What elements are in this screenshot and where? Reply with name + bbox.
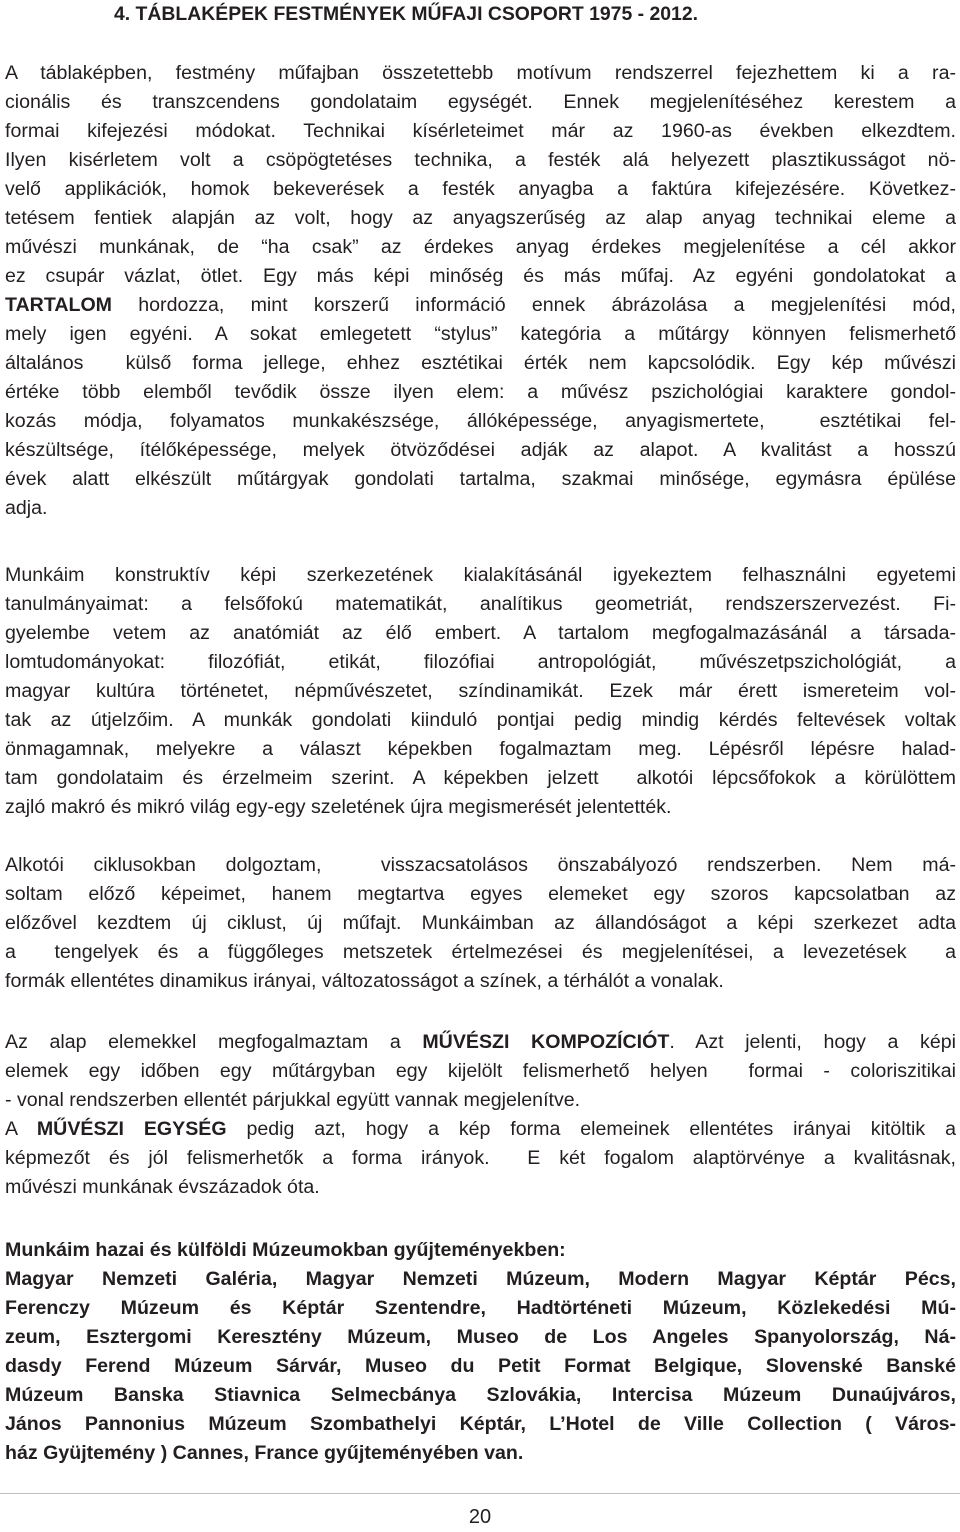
text-line: gyelembe vetem az anatómiát az élő embert. A tartalom megfogalmazásánál a társada- [5, 622, 956, 644]
emphasis-muveszi-kompozicio: MŰVÉSZI KOMPOZÍCIÓT [422, 1031, 670, 1053]
text-line: Magyar Nemzeti Galéria, Magyar Nemzeti Múzeum, Modern Magyar Képtár Pécs, [5, 1268, 956, 1290]
text-line: adja. [5, 497, 48, 519]
text-line: soltam előző képeimet, hanem megtartva egyes elemeket egy szoros kapcsolatban az [5, 883, 956, 905]
text-line: János Pannonius Múzeum Szombathelyi Képtár, L’Hotel de Ville Collection ( Város- [5, 1413, 956, 1435]
footer-divider [0, 1493, 960, 1494]
text-line: formai kifejezési módokat. Technikai kísérleteimet már az 1960-as években elkezdtem. [5, 120, 956, 142]
text-line: ez csupár vázlat, ötlet. Egy más képi minőség és más műfaj. Az egyéni gondolatokat a [5, 265, 956, 287]
page-number: 20 [468, 1506, 492, 1528]
text-line: Az alap elemekkel megfogalmaztam a MŰVÉSZI KOMPOZÍCIÓT. Azt jelenti, hogy a képi [5, 1031, 957, 1053]
text-line: képmezőt és jól felismerhetők a forma irányok. E két fogalom alaptörvénye a kvalitásnak, [5, 1147, 956, 1169]
text-line: Ilyen kisérletem volt a csöpögtetéses technika, a festék alá helyezett plasztikusságot nö- [5, 149, 956, 171]
text-line: készültsége, ítélőképessége, melyek ötvöződései adják az alapot. A kvalitást a hosszú [5, 439, 956, 461]
text-line: - vonal rendszerben ellentét párjukkal együtt vannak megjelenítve. [5, 1089, 581, 1111]
text-line: A MŰVÉSZI EGYSÉG pedig azt, hogy a kép forma elemeinek ellentétes irányai kitöltik a [5, 1118, 956, 1140]
text-line: Múzeum Banska Stiavnica Selmecbánya Szlovákia, Intercisa Múzeum Dunaújváros, [5, 1384, 956, 1406]
text-line: tak az útjelzőim. A munkák gondolati kiinduló pontjai pedig mindig kérdés feltevések voltak [5, 709, 956, 731]
text-line: mely igen egyéni. A sokat emlegetett “stylus” kategória a műtárgy könnyen felismerhető [5, 323, 956, 345]
text-line: zeum, Esztergomi Keresztény Múzeum, Museo de Los Angeles Spanyolország, Ná- [5, 1326, 956, 1348]
paragraph-composition [5, 1028, 956, 1202]
text-line: Ferenczy Múzeum és Képtár Szentendre, Hadtörténeti Múzeum, Közlekedési Mú- [5, 1297, 956, 1319]
text-line: tetésem fentiek alapján az volt, hogy az anyagszerűség az alap anyag technikai eleme a [5, 207, 956, 229]
text-line: ház Gyüjtemény ) Cannes, France gyűjteményében van. [5, 1442, 524, 1464]
text-line: évek alatt elkészült műtárgyak gondolati tartalma, szakmai minősége, egymásra épülése [5, 468, 956, 490]
text-line: Munkáim konstruktív képi szerkezetének kialakításánál igyekeztem felhasználni egyetemi [5, 564, 956, 586]
text-line: dasdy Ferend Múzeum Sárvár, Museo du Petit Format Belgique, Slovenské Banské [5, 1355, 956, 1377]
text-line: velő applikációk, homok bekeverések a festék anyagba a faktúra kifejezésére. Következ- [5, 178, 956, 200]
text-line: elemek egy időben egy műtárgyban egy kijelölt felismerhető helyen formai - coloriszitikai [5, 1060, 956, 1082]
section-title: 4. TÁBLAKÉPEK FESTMÉNYEK MŰFAJI CSOPORT 1975 - 2012. [114, 3, 699, 25]
text-line: Alkotói ciklusokban dolgoztam, visszacsatolásos önszabályozó rendszerben. Nem má- [5, 854, 956, 876]
text-line: a tengelyek és a függőleges metszetek értelmezései és megjelenítései, a levezetések a [5, 941, 956, 963]
text-line: művészi munkának, de “ha csak” az érdekes anyag érdekes megjelenítése a cél akkor [5, 236, 956, 258]
text-line: cionális és transzcendens gondolataim egységét. Ennek megjelenítéséhez kerestem a [5, 91, 956, 113]
emphasis-tartalom: TARTALOM [5, 294, 113, 316]
text-line: értéke több elemből tevődik össze ilyen elem: a művész pszichológiai karaktere gondol- [5, 381, 956, 403]
text-line: formák ellentétes dinamikus irányai, változatosságot a színek, a térhálót a vonalak. [5, 970, 724, 992]
text-line: tam gondolataim és érzelmeim szerint. A képekben jelzett alkotói lépcsőfokok a körülöttem [5, 767, 956, 789]
text-line: önmagamnak, melyekre a választ képekben fogalmaztam meg. Lépésről lépésre halad- [5, 738, 956, 760]
text-line: zajló makró és mikró világ egy-egy szeletének újra megismerését jelentették. [5, 796, 672, 818]
paragraph-cycles [5, 851, 956, 996]
text-line: TARTALOM hordozza, mint korszerű információ ennek ábrázolása a megjelenítési mód, [5, 294, 956, 316]
emphasis-muveszi-egyseg: MŰVÉSZI EGYSÉG [36, 1118, 227, 1140]
text-line: előzővel kezdtem új ciklust, új műfajt. Munkáimban az állandóságot a képi szerkezet adta [5, 912, 956, 934]
paragraph-museum-collections [5, 1236, 956, 1468]
text-line: A táblaképben, festmény műfajban összetettebb motívum rendszerrel fejezhettem ki a ra- [5, 62, 956, 84]
paragraph-intro [5, 59, 956, 523]
collections-heading: Munkáim hazai és külföldi Múzeumokban gyűjteményekben: [5, 1239, 566, 1261]
text-line: kozás módja, folyamatos munkakészsége, állóképessége, anyagismertete, esztétikai fel- [5, 410, 956, 432]
text-line: magyar kultúra történetet, népművészetet, színdinamikát. Ezek már érett ismereteim vol- [5, 680, 956, 702]
text-line: művészi munkának évszázadok óta. [5, 1176, 320, 1198]
text-line: tanulmányaimat: a felsőfokú matematikát, analítikus geometriát, rendszerszervezést. Fi- [5, 593, 956, 615]
text-line: lomtudományokat: filozófiát, etikát, filozófiai antropológiát, művészetpszichológiát, a [5, 651, 956, 673]
paragraph-structure [5, 561, 956, 822]
text-line: általános külső forma jellege, ehhez esztétikai érték nem kapcsolódik. Egy kép művészi [5, 352, 956, 374]
